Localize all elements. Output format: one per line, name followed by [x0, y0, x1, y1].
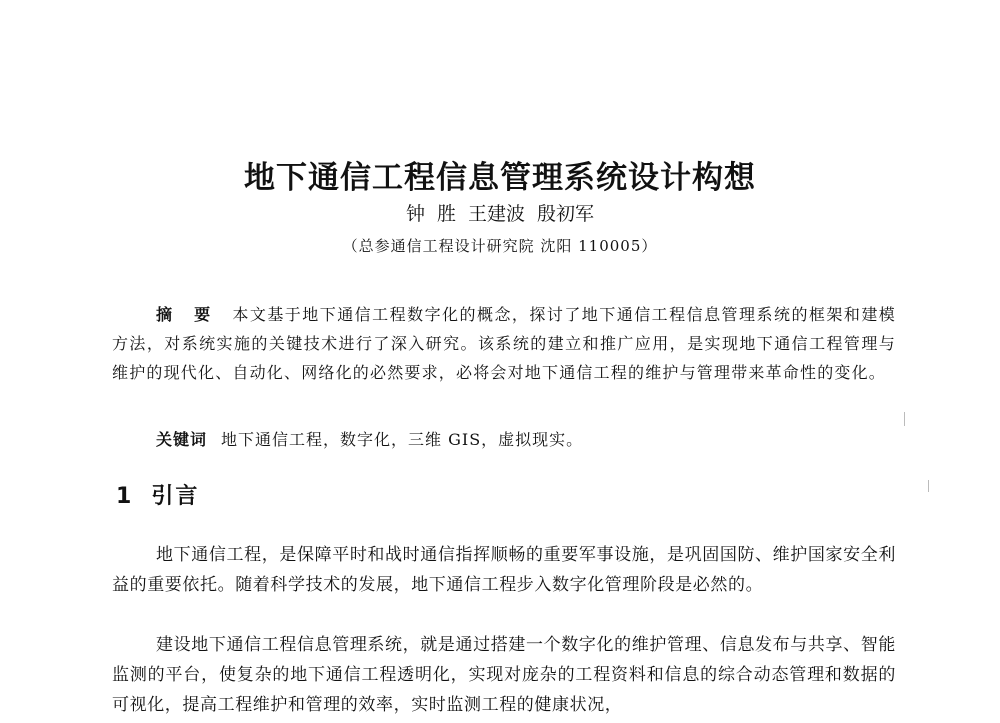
keywords-text: 地下通信工程，数字化，三维 GIS，虚拟现实。 [221, 430, 584, 449]
paper-affiliation: （总参通信工程设计研究院 沈阳 110005） [342, 237, 658, 255]
section-heading [116, 480, 199, 514]
keywords-label: 关键词 [156, 430, 208, 449]
paper-title: 地下通信工程信息管理系统设计构想 [244, 160, 756, 196]
section-title: 引言 [151, 484, 200, 509]
body-paragraph-1: 地下通信工程，是保障平时和战时通信指挥顺畅的重要军事设施，是巩固国防、维护国家安全利益的重要依托。随着科学技术的发展，地下通信工程步入数字化管理阶段是必然的。 [112, 545, 896, 595]
body-paragraph-2: 建设地下通信工程信息管理系统，就是通过搭建一个数字化的维护管理、信息发布与共享、智能监测的平台，使复杂的地下通信工程透明化，实现对庞杂的工程资料和信息的综合动态管理和数据的可视化，提高工程维护和管理的效率，实时监测工程的健康状况， [112, 635, 896, 715]
scan-edge-mark [904, 412, 905, 426]
abstract-text: 本文基于地下通信工程数字化的概念，探讨了地下通信工程信息管理系统的框架和建模方法，对系统实施的关键技术进行了深入研究。该系统的建立和推广应用，是实现地下通信工程管理与维护的现代化、自动化、网络化的必然要求，必将会对地下通信工程的维护与管理带来革命性的变化。 [112, 305, 896, 382]
paper-authors: 钟 胜 王建波 殷初军 [405, 203, 595, 225]
scan-edge-mark [928, 480, 929, 492]
keywords [156, 425, 583, 454]
section-number: 1 [116, 484, 132, 509]
abstract [112, 300, 896, 387]
abstract-label: 摘 要 [156, 305, 219, 324]
